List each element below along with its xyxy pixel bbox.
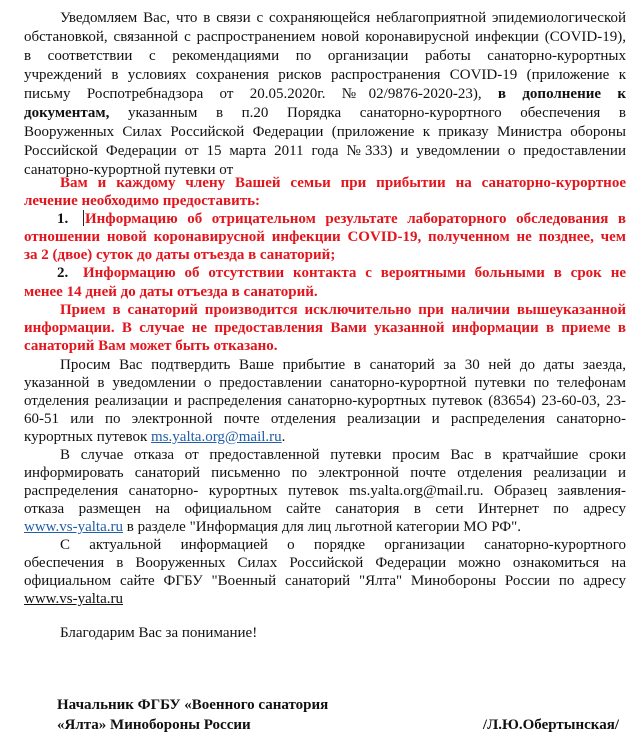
text-segment: лечение необходимо предоставить: bbox=[24, 193, 261, 210]
text-line bbox=[24, 428, 626, 446]
text-line bbox=[24, 554, 626, 572]
text-line bbox=[24, 174, 626, 192]
text-line bbox=[24, 210, 626, 228]
text-line bbox=[24, 85, 626, 104]
text-line bbox=[24, 392, 626, 410]
text-segment: за 2 (двое) суток до даты отъезда в санаторий; bbox=[24, 247, 336, 264]
hyperlink[interactable]: www.vs-yalta.ru bbox=[24, 519, 124, 535]
text-segment: обстановкой, связанной с распространением новой коронавирусной инфекции (COVID-19), bbox=[24, 29, 626, 45]
text-segment: Информацию об отсутствии контакта с вероятными больными в срок не bbox=[83, 265, 626, 282]
text-line bbox=[24, 9, 626, 28]
text-segment: Вооруженных Силах Российской Федерации (приложение к приказу Министра обороны bbox=[24, 124, 626, 140]
text-segment: Российской Федерации от 15 марта 2011 года №333) и уведомлении о предоставлении bbox=[24, 143, 626, 159]
text-segment: Уведомляем Вас, что в связи с сохраняющейся неблагоприятной эпидемиологической bbox=[60, 10, 626, 26]
signature-block bbox=[57, 695, 619, 735]
text-line bbox=[24, 536, 626, 554]
text-line bbox=[24, 47, 626, 66]
text-cursor bbox=[83, 210, 84, 226]
text-line bbox=[24, 28, 626, 47]
text-line bbox=[24, 246, 626, 264]
bold-text: в дополнение к bbox=[497, 86, 626, 102]
text-segment: учреждений в условиях сохранения рисков распространения COVID-19 (приложение к bbox=[24, 67, 626, 83]
signature-title-line-1: Начальник ФГБУ «Военного санатория bbox=[57, 697, 329, 713]
text-segment: Вам и каждому члену Вашей семьи при прибытии на санаторно-курортное bbox=[60, 175, 626, 191]
requirements-block bbox=[24, 174, 626, 355]
bold-text: документам, bbox=[24, 105, 110, 121]
text-segment: . bbox=[281, 429, 286, 445]
text-line bbox=[24, 446, 626, 464]
text-segment: В случае отказа от предоставленной путевки просим Вас в кратчайшие сроки bbox=[60, 447, 626, 463]
text-line bbox=[24, 482, 626, 500]
list-number: 1. bbox=[57, 211, 69, 228]
info-paragraph bbox=[24, 536, 626, 608]
text-line bbox=[24, 464, 626, 482]
hyperlink[interactable]: ms.yalta.org@mail.ru bbox=[151, 429, 282, 445]
confirm-paragraph bbox=[24, 356, 626, 446]
text-segment: С актуальной информацией о порядке организации санаторно-курортного bbox=[60, 537, 626, 553]
text-segment: в разделе "Информация для лиц льготной категории МО РФ". bbox=[123, 519, 521, 535]
text-line bbox=[24, 356, 626, 374]
text-segment: обеспечения в Вооруженных Силах Российской Федерации можно ознакомиться на bbox=[24, 555, 626, 571]
text-line bbox=[24, 142, 626, 161]
text-line bbox=[24, 283, 626, 301]
text-segment: распределения санаторно- курортных путевок ms.yalta.org@mail.ru. Образец заявления- bbox=[24, 483, 626, 499]
intro-paragraph bbox=[24, 9, 626, 180]
text-segment: отношении новой коронавирусной инфекции COVID-19, полученном не позднее, чем bbox=[24, 229, 626, 246]
text-segment: Информацию об отрицательном результате лабораторного обследования в bbox=[85, 211, 626, 228]
text-line bbox=[24, 518, 626, 536]
requirement-item-1 bbox=[24, 210, 626, 264]
text-segment: в соответствии с рекомендациями по организации работы санаторно-курортных bbox=[24, 48, 626, 64]
text-line bbox=[24, 264, 626, 282]
text-line bbox=[24, 192, 626, 210]
text-segment: 60-51 или по электронной почте отделения реализации и распределения санаторно- bbox=[24, 411, 626, 427]
text-segment: Прием в санаторий производится исключительно при наличии вышеуказанной bbox=[60, 301, 626, 318]
text-line bbox=[24, 123, 626, 142]
signature-name: /Л.Ю.Обертынская/ bbox=[482, 717, 619, 733]
text-segment: указанной в уведомлении о предоставлении санаторно-курортной путевки по телефонам bbox=[24, 375, 626, 391]
text-line bbox=[24, 104, 626, 123]
text-line bbox=[24, 374, 626, 392]
website-link[interactable]: www.vs-yalta.ru bbox=[24, 591, 124, 607]
text-segment: официальном сайте ФГБУ "Военный санаторий "Ялта" Минобороны России по адресу bbox=[24, 573, 626, 589]
text-line bbox=[24, 500, 626, 518]
text-segment: указанным в п.20 Порядка санаторно-курортного обеспечения в bbox=[109, 105, 626, 121]
text-segment: менее 14 дней до даты отъезда в санаторий. bbox=[24, 283, 318, 300]
text-line bbox=[24, 572, 626, 590]
text-segment: отказа размещен на официальном сайте санатория в сети Интернет по адресу bbox=[24, 501, 626, 517]
text-line bbox=[24, 319, 626, 337]
refusal-paragraph bbox=[24, 446, 626, 536]
text-line bbox=[24, 228, 626, 246]
requirement-item-2 bbox=[24, 264, 626, 300]
contact-block bbox=[24, 356, 626, 608]
list-number: 2. bbox=[57, 265, 69, 282]
text-line bbox=[24, 301, 626, 319]
text-segment: информации. В случае не предоставления Вами указанной информации в приеме в bbox=[24, 319, 626, 336]
text-segment: курортных путевок bbox=[24, 429, 152, 445]
text-segment: Просим Вас подтвердить Ваше прибытие в санаторий за 30 ней до даты заезда, bbox=[60, 357, 626, 373]
thanks-text: Благодарим Вас за понимание! bbox=[60, 625, 258, 641]
text-segment: санаторий Вам может быть отказано. bbox=[24, 337, 278, 354]
signature-title-line-2: «Ялта» Минобороны России bbox=[57, 717, 251, 733]
text-line bbox=[24, 66, 626, 85]
text-line bbox=[24, 410, 626, 428]
text-segment: санаторно-курортной путевки от bbox=[24, 162, 234, 178]
text-line bbox=[24, 337, 626, 355]
text-segment: информировать санаторий письменно по электронной почте отделения реализации и bbox=[24, 465, 626, 481]
text-segment: письму Роспотребнадзора от 20.05.2020г. №02/9876-2020-23), bbox=[24, 86, 498, 102]
text-line bbox=[24, 590, 626, 608]
requirements-intro bbox=[24, 174, 626, 210]
text-segment: отделения реализации и распределения санаторно-курортных путевок (83654) 23-60-03, 23- bbox=[24, 393, 626, 409]
admission-warning bbox=[24, 301, 626, 355]
